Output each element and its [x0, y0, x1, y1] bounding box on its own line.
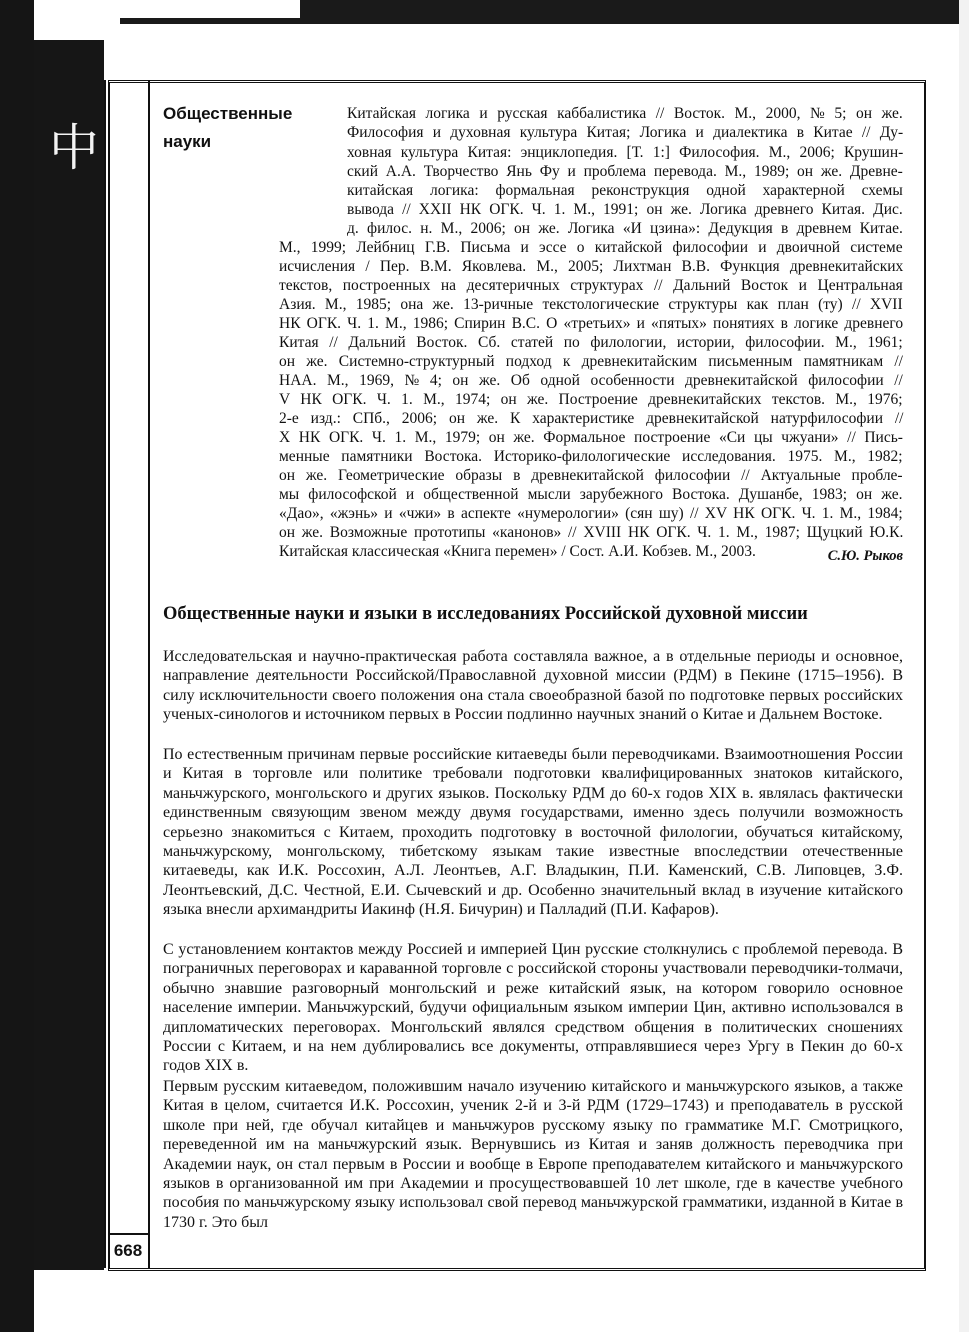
bib-line: V НК ОГК. Ч. 1. М., 1974; он же. Построение древнекитайских текстов. М., 1976;	[279, 391, 903, 408]
paragraph: Первым русским китаеведом, положившим начало изучению китайского и маньчжурского языков, а также Китая в целом, считается И.К. Россохин, ученик 2-й и 3-й РДМ (1729–1743) и преподаватель в русской школе при ней, где обучал китайцев и маньчжуров русскому языку по грамматике М.Г. Смотрицкого, переведенной им на маньчжурский язык. Вернувшись из Китая и заняв должность переводчика при Академии наук, он стал первым в России и вообще в Европе преподавателем китайского и маньчжурского языков в организованной им при Академии и просуществовавшей 10 лет школе, где в качестве учебного пособия по маньчжурскому языку использовал свой перевод маньчжурской грамматики, изданной в Китае в 1730 г. Это был	[163, 1078, 903, 1231]
section-title: Общественные науки и языки в исследованиях Российской духовной миссии	[163, 604, 808, 624]
bib-line: он же. Системно-структурный подход к древнекитайским письменным памятникам //	[279, 353, 903, 370]
spine-chinese-glyph: 中	[49, 119, 99, 177]
bib-line: М., 1999; Лейбниц Г.В. Письма и эссе о китайской философии и двоичной системе	[279, 239, 903, 256]
bib-line: он же. Геометрические образы в древнекитайской философии // Актуальные пробле-	[279, 467, 903, 484]
bib-line: д. филос. н. М., 2006; он же. Логика «И цзина»: Дедукция в древнем Китае.	[347, 220, 903, 237]
bib-line: Китайская логика и русская каббалистика // Восток. М., 2000, № 5; он же.	[347, 105, 903, 122]
bib-line: ховная культура Китая: энциклопедия. [Т. 1:] Философия. М., 2006; Крушин-	[347, 144, 904, 161]
frame-outer-rule	[104, 80, 106, 1268]
bib-line: Азия. М., 1985; она же. 13-ричные текстологические структуры как план (ту) // XVII	[279, 296, 903, 313]
bib-line: исчисления / Пер. В.М. Яковлева. М., 2005; Лихтман В.В. Функция древнекитайских	[279, 258, 904, 275]
bib-line: вывода // XXII НК ОГК. Ч. 1. М., 1991; он же. Логика древнего Китая. Дис.	[347, 201, 903, 218]
bib-line: китайская логика: формальная реконструкция одной характерной схемы	[347, 182, 903, 199]
bib-line: Философия и духовная культура Китая; Логика и диалектика в Китае // Ду-	[347, 124, 904, 141]
bib-line: Китая // Дальний Восток. Сб. статей по филологии, истории, философии. М., 1961;	[279, 334, 903, 351]
bib-line: он же. Возможные прототипы «канонов» // XVIII НК ОГК. Ч. 1. М., 1987; Щуцкий Ю.К.	[279, 524, 904, 541]
bib-line: мы философской и общественной мысли зарубежного Востока. Душанбе, 1983; он же.	[279, 486, 903, 503]
article-author: С.Ю. Рыков	[827, 548, 903, 564]
scan-edge-left	[0, 0, 34, 1332]
bib-line: текстов, построенных на десятеричных структурах // Дальний Восток и Центральная	[279, 277, 903, 294]
paragraph: С установлением контактов между Россией и империей Цин русские столкнулись с проблемой перевода. В пограничных переговорах и караванной торговле с российской стороны участвовали переводчики-толмачи, обычно знавшие разговорный монгольский и реже китайский язык, на котором говорило основное население империи. Маньчжурский, будучи официальным языком империи Цин, активно использовался в дипломатических переговорах. Монгольский являлся средством общения в политических сношениях России с Китаем, и на нем дублировались все документы, отправлявшиеся через Ургу в Пекин до 60-х годов XIX в.	[163, 941, 903, 1075]
scan-edge-top-line	[120, 18, 969, 24]
bib-line: Китайская классическая «Книга перемен» / Сост. А.И. Кобзев. М., 2003.	[279, 543, 756, 560]
paragraph: По естественным причинам первые российские китаеведы были переводчиками. Взаимоотношения России и Китая в торговле или политике требовали подготовки квалифицированных знатоков китайского, маньчжурского, монгольского и других языков. Поскольку РДМ до 60-х годов XIX в. являлась фактически единственным связующим звеном между двумя государствами, именно здесь получили возможность серьезно знакомиться с Китаем, проходить подготовку в восточной филологии, обучаться китайскому, маньчжурскому, монгольскому, тибетскому языкам такие известные впоследствии отечественные китаеведы, как И.К. Россохин, А.Л. Леонтьев, А.Г. Владыкин, П.И. Каменский, С.В. Липовцев, З.Ф. Леонтьевский, Д.С. Честной, Е.И. Сычевский и др. Особенно значительный вклад в изучение китайского языка внесли архимандриты Иакинф (Н.Я. Бичурин) и Палладий (П.И. Кафаров).	[163, 746, 903, 919]
bib-line: менные памятники Востока. Историко-филологические исследования. 1975. М., 1982;	[279, 448, 903, 465]
bib-line: НК ОГК. Ч. 1. М., 1986; Спирин В.С. О «третьих» и «пятых» понятиях в логике древнего	[279, 315, 904, 332]
scan-edge-top	[300, 0, 969, 18]
book-spine	[34, 40, 104, 1270]
scan-edge-right	[959, 0, 969, 1332]
article-heading-line1: Общественные	[163, 104, 293, 123]
bib-line: X НК ОГК. Ч. 1. М., 1979; он же. Формальное построение «Си цы чжуани» // Пись-	[279, 429, 903, 446]
frame-inner-rule	[148, 80, 150, 1268]
paragraph: Исследовательская и научно-практическая работа составляла важное, а в отдельные периоды и основное, направление деятельности Российской/Православной духовной миссии (РДМ) в Пекине (1715–1956). В силу исключительности своего положения она стала своеобразной базой по подготовке первых российских ученых-синологов и источником первых в России подлинно научных знаний о Китае и Дальнем Востоке.	[163, 648, 903, 724]
page-number: 668	[108, 1233, 148, 1267]
article-heading-line2: науки	[163, 132, 212, 151]
bib-line: НАА. М., 1969, № 4; он же. Об одной особенности древнекитайской философии //	[279, 372, 903, 389]
bib-line: «Дао», «жэнь» и «чжи» в аспекте «нумерологии» (сян шу) // XV НК ОГК. Ч. 1. М., 1984;	[279, 505, 903, 522]
bib-line: 2-е изд.: СПб., 2006; он же. К характеристике древнекитайской натурфилософии //	[279, 410, 904, 427]
bib-line: ский А.А. Творчество Янь Фу и проблема перевода. М., 1989; он же. Древне-	[347, 163, 903, 180]
